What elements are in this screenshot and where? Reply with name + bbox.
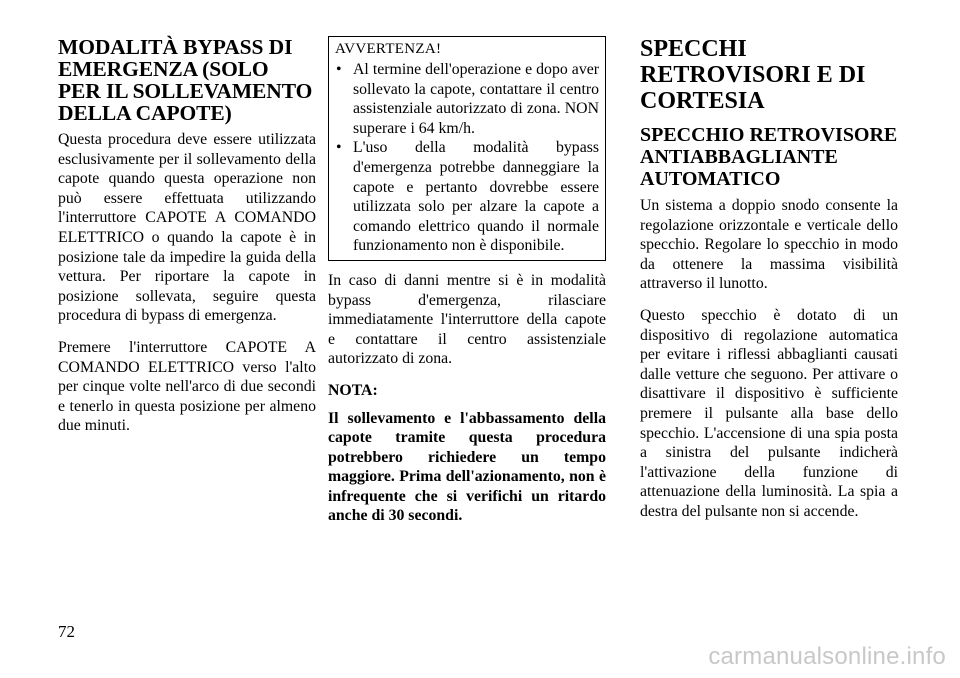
bullet-icon: • bbox=[336, 139, 342, 157]
warning-item-text: L'uso della modalità bypass d'emergenza potrebbe danneggiare la capote e pertanto dovrebbe essere utilizzata solo per alzare la capote a comando elettrico quando il normale funzionamento non è disponibile. bbox=[353, 139, 599, 255]
paragraph-procedure: Questa procedura deve essere utilizzata esclusivamente per il sollevamento della capote quando questa operazione non può essere effettuata utilizzando l'interruttore CAPOTE A COMANDO ELETTRICO o quando la capote è in posizione tale da impedire la guida della vettura. Per riportare la capote in posizione sollevata, seguire questa procedura di bypass di emergenza. bbox=[58, 131, 316, 325]
warning-item-text: Al termine dell'operazione e dopo aver sollevato la capote, contattare il centro assistenziale autorizzato di zona. NON superare i 64 km/h. bbox=[353, 61, 599, 137]
paragraph-damage: In caso di danni mentre si è in modalità bypass d'emergenza, rilasciare immediatamente l'interruttore della capote e contattare il centro assistenziale autorizzato di zona. bbox=[328, 271, 606, 368]
right-column bbox=[640, 36, 898, 534]
middle-column bbox=[328, 36, 606, 538]
paragraph-auto-dimming: Questo specchio è dotato di un dispositivo di regolazione automatica per evitare i riflessi abbaglianti causati dalle vetture che seguono. Per attivare o disattivare il dispositivo è sufficiente premere il pulsante alla base dello specchio. L'accensione di una spia posta a sinistra del pulsante indicherà l'attivazione della funzione di attenuazione della luminosità. La spia a destra del pulsante non si accende. bbox=[640, 306, 898, 520]
left-column bbox=[58, 36, 316, 448]
section-heading-bypass: MODALITÀ BYPASS DI EMERGENZA (SOLO PER IL SOLLEVAMENTO DELLA CAPOTE) bbox=[58, 35, 313, 125]
note-text: Il sollevamento e l'abbassamento della capote tramite questa procedura potrebbero richiedere un tempo maggiore. Prima dell'azionamento, non è infrequente che si verifichi un ritardo anche di 30 secondi. bbox=[328, 409, 606, 525]
bullet-icon: • bbox=[336, 61, 342, 78]
subsection-heading-mirror: SPECCHIO RETROVISORE ANTIABBAGLIANTE AUTOMATICO bbox=[640, 124, 898, 190]
paragraph-adjustment: Un sistema a doppio snodo consente la regolazione orizzontale e verticale dello specchio. Regolare lo specchio in modo da ottenere la massima visibilità attraverso il lunotto. bbox=[640, 197, 898, 293]
warning-list bbox=[335, 60, 599, 256]
watermark: carmanualsonline.info bbox=[708, 643, 946, 670]
page-number: 72 bbox=[58, 622, 75, 641]
warning-item bbox=[335, 60, 599, 138]
warning-box bbox=[328, 36, 606, 261]
warning-title: AVVERTENZA! bbox=[335, 41, 442, 57]
note-label: NOTA: bbox=[328, 381, 378, 399]
section-heading-mirrors: SPECCHI RETROVISORI E DI CORTESIA bbox=[640, 36, 866, 114]
paragraph-instructions: Premere l'interruttore CAPOTE A COMANDO ELETTRICO verso l'alto per cinque volte nell'arco di due secondi e tenerlo in questa posizione per almeno due minuti. bbox=[58, 338, 316, 435]
warning-item bbox=[335, 138, 599, 256]
